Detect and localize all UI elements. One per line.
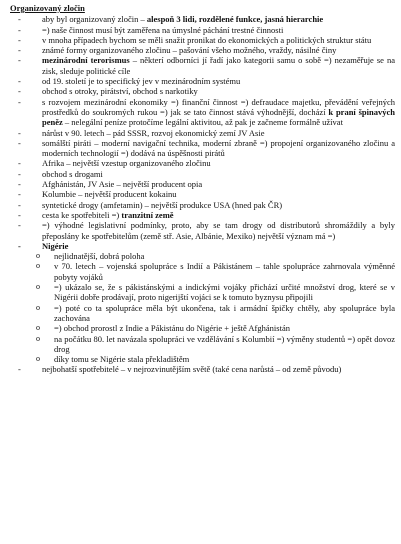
- sub-list-item: o =) poté co ta spolupráce měla být ukončena, tak i armádní špičky chtěly, aby spolupráce byla zachována: [10, 303, 395, 324]
- item-text: Kolumbie – největší producent kokainu: [42, 189, 177, 200]
- item-text: známé formy organizovaného zločinu – pašování všeho možného, vraždy, násilné činy: [42, 45, 337, 56]
- item-bold-text: alespoň 3 lidi, rozdělené funkce, jasná hierarchie: [146, 14, 324, 25]
- sub-list-item: o =) ukázalo se, že s pákistánskými a indickými vojáky přichází určité množství drog, které se v Nigérii dobře prodávají, proto nigerijští vojáci se k tomuto byznysu připojili: [10, 282, 395, 303]
- item-text: nárůst v 90. letech – pád SSSR, rozvoj ekonomický zemí JV Asie: [42, 127, 265, 138]
- list-item: [10, 220, 395, 241]
- list-item: [10, 179, 395, 189]
- list-item: [10, 138, 395, 159]
- item-bold-text: k praní špinavých peněz: [42, 106, 395, 128]
- item-text: v mnoha případech bychom se měli snažit pronikat do ekonomických a politických struktur státu: [42, 34, 372, 45]
- document-title: Organizovaný zločin: [10, 3, 85, 13]
- list-item: [10, 14, 395, 24]
- item-text: Afghánistán, JV Asie – největší producent opia: [42, 179, 203, 190]
- item-text: =) výhodné legislativní podmínky, proto, aby se tam drogy od distributorů shromáždily a byly přeposlány ke spotřebitelům (země stř. Asie, Albánie, Mexiko) největší význam má =): [42, 220, 395, 241]
- list-item: [10, 25, 395, 35]
- item-text: obchod s drogami: [42, 168, 103, 179]
- item-text: obchod s otroky, pirátství, obchod s narkotiky: [42, 86, 198, 97]
- item-text: somálští piráti – moderní navigační technika, moderní zbraně =) propojení organizovaného zločinu a moderních technologií =) dodává na úspěšnosti pirátů: [42, 137, 395, 159]
- sub-list-item: o v 70. letech – vojenská spolupráce s Indií a Pákistánem – tahle spolupráce zahrnovala výměnné pobyty vojáků: [10, 261, 395, 282]
- list-item: [10, 128, 395, 138]
- sub-list-item: o nejlidnatější, dobrá poloha: [10, 251, 395, 261]
- item-text: – nelegální peníze protočíme legální aktivitou, až pak je začneme formálně užívat: [62, 117, 343, 128]
- item-text: aby byl organizovaný zločin –: [42, 14, 147, 25]
- item-bold-text: tranzitní země: [121, 209, 174, 220]
- list-item: [10, 97, 395, 128]
- list-item: [10, 35, 395, 45]
- list-item: [10, 76, 395, 86]
- list-item: [10, 210, 395, 220]
- list-item: [10, 158, 395, 168]
- item-text: cesta ke spotřebiteli =): [42, 209, 122, 220]
- item-text: s rozvojem mezinárodní ekonomiky =) finanční činnost =) defraudace majetku, převádění veřejných prostředků do soukromých rukou =) jak se tato činnost stává výhodnější, dochází: [42, 96, 395, 117]
- list-item: [10, 86, 395, 96]
- item-text: =) naše činnost musí být zaměřena na úmyslné páchání trestné činnosti: [42, 24, 284, 35]
- list-item: [10, 169, 395, 179]
- sub-list-item: o =) obchod prorostl z Indie a Pákistánu do Nigérie + ještě Afghánistán: [10, 323, 395, 333]
- list-item: - nejbohatší spotřebitelé – v nejrozvinutějším světě (také cena narůstá – od země původu): [10, 364, 395, 374]
- sub-list-item: o díky tomu se Nigérie stala překladištěm: [10, 354, 395, 364]
- list-item: [10, 200, 395, 210]
- item-text: – některí odborníci jí řadí jako kategorii samu o sobě =) nezaměřuje se na zisk, sleduje politické cíle: [42, 55, 395, 76]
- list-item: [10, 55, 395, 76]
- item-text: Afrika – největší vzestup organizovaného zločinu: [42, 158, 211, 169]
- list-item: [10, 189, 395, 199]
- sub-list-item: o na počátku 80. let navázala spolupráci ve vzdělávání s Kolumbií =) výměny studentů =) opět dovoz drog: [10, 334, 395, 355]
- item-bold-text: mezinárodní terorismus: [42, 55, 130, 66]
- list-item: [10, 45, 395, 55]
- nigeria-sub-list: [10, 251, 395, 364]
- list-item: [10, 241, 395, 251]
- main-bullet-list: [10, 14, 395, 374]
- item-text: od 19. století je to specifický jev v mezinárodním systému: [42, 76, 241, 87]
- item-text: syntetické drogy (amfetamin) – největší produkce USA (hned pak ČR): [42, 199, 283, 210]
- item-bold-text: Nigérie: [42, 240, 69, 251]
